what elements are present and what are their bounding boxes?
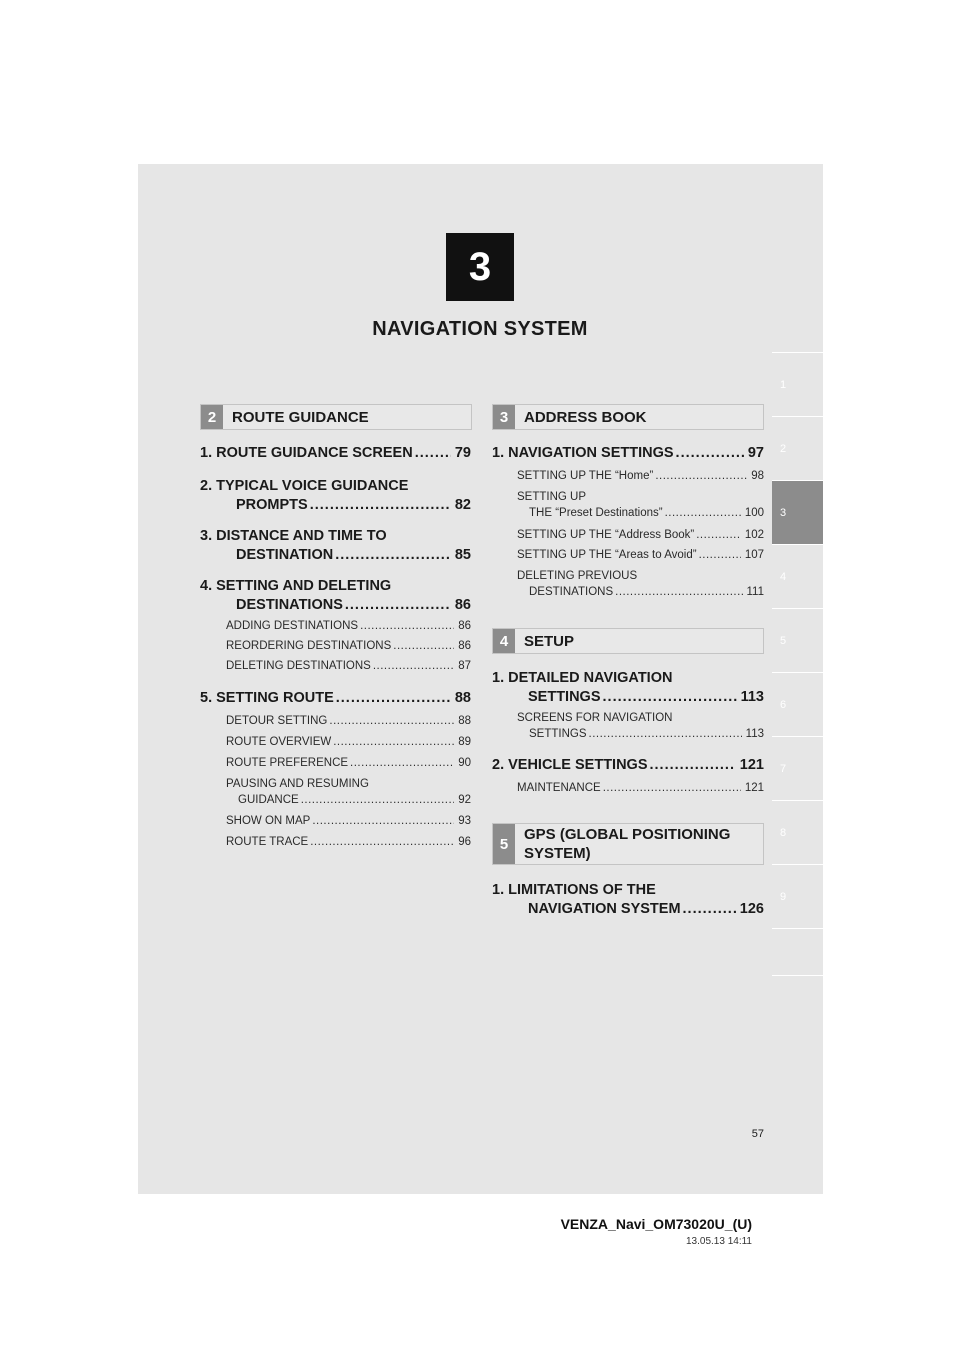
toc-subentry-route-trace[interactable]: ROUTE TRACE ..... 96	[226, 834, 471, 850]
toc-subentry-setting-up-areas-to-avoid[interactable]: SETTING UP THE “Areas to Avoid” ..... 107	[517, 547, 764, 563]
toc-subentry-deleting-destinations[interactable]: DELETING DESTINATIONS ..... 87	[226, 658, 471, 674]
section-title: GPS (GLOBAL POSITIONING SYSTEM)	[524, 826, 731, 862]
tab-chapter-4[interactable]: 4	[772, 544, 823, 608]
toc-entry-distance-and-time[interactable]: 3. DISTANCE AND TIME TO DESTINATION ..... 85	[200, 527, 471, 565]
toc-subentry-pausing-and-resuming[interactable]: PAUSING AND RESUMING GUIDANCE ..... 92	[226, 776, 471, 808]
toc-subentry-detour-setting[interactable]: DETOUR SETTING ..... 88	[226, 713, 471, 729]
chapter-title: NAVIGATION SYSTEM	[372, 318, 588, 340]
toc-entry-setting-route[interactable]: 5. SETTING ROUTE ..... 88	[200, 689, 471, 708]
section-title: ADDRESS BOOK	[524, 408, 647, 426]
toc-subentry-route-overview[interactable]: ROUTE OVERVIEW ..... 89	[226, 734, 471, 750]
chapter-tabs	[772, 352, 823, 976]
toc-entry-vehicle-settings[interactable]: 2. VEHICLE SETTINGS ..... 121	[492, 756, 764, 775]
section-number: 4	[493, 629, 515, 653]
tab-chapter-8[interactable]: 8	[772, 800, 823, 864]
toc-subentry-maintenance[interactable]: MAINTENANCE ..... 121	[517, 780, 764, 796]
toc-subentry-show-on-map[interactable]: SHOW ON MAP ..... 93	[226, 813, 471, 829]
section-number: 5	[493, 824, 515, 864]
toc-subentry-reordering-destinations[interactable]: REORDERING DESTINATIONS ..... 86	[226, 638, 471, 654]
toc-subentry-setting-up-address-book[interactable]: SETTING UP THE “Address Book” ..... 102	[517, 527, 764, 543]
section-header-address-book	[492, 404, 764, 430]
page-number: 57	[751, 1128, 764, 1140]
section-title: SETUP	[524, 632, 575, 650]
section-number: 3	[493, 405, 515, 429]
toc-entry-navigation-settings[interactable]: 1. NAVIGATION SETTINGS ..... 97	[492, 444, 764, 463]
tab-chapter-1[interactable]: 1	[772, 352, 823, 416]
toc-entry-route-guidance-screen[interactable]: 1. ROUTE GUIDANCE SCREEN ..... 79	[200, 444, 471, 463]
toc-subentry-setting-up-home[interactable]: SETTING UP THE “Home” ..... 98	[517, 468, 764, 484]
toc-subentry-route-preference[interactable]: ROUTE PREFERENCE ..... 90	[226, 755, 471, 771]
tab-chapter-6[interactable]: 6	[772, 672, 823, 736]
chapter-number-badge: 3	[446, 233, 514, 301]
toc-entry-detailed-navigation-settings[interactable]: 1. DETAILED NAVIGATION SETTINGS ..... 113	[492, 669, 764, 707]
toc-subentry-adding-destinations[interactable]: ADDING DESTINATIONS ..... 86	[226, 618, 471, 634]
toc-entry-limitations[interactable]: 1. LIMITATIONS OF THE NAVIGATION SYSTEM ..... 126	[492, 881, 764, 919]
toc-entry-typical-voice-guidance[interactable]: 2. TYPICAL VOICE GUIDANCE PROMPTS ..... 82	[200, 477, 471, 515]
toc-subentry-screens-for-navigation[interactable]: SCREENS FOR NAVIGATION SETTINGS ..... 113	[517, 710, 764, 742]
tab-chapter-2[interactable]: 2	[772, 416, 823, 480]
footer-document-code: VENZA_Navi_OM73020U_(U)	[560, 1216, 752, 1232]
section-header-setup	[492, 628, 764, 654]
section-header-route-guidance	[200, 404, 472, 430]
tab-chapter-3[interactable]: 3	[772, 480, 823, 544]
section-number: 2	[201, 405, 223, 429]
toc-subentry-setting-up-preset[interactable]: SETTING UP THE “Preset Destinations” ..... 100	[517, 489, 764, 521]
tab-chapter-5[interactable]: 5	[772, 608, 823, 672]
toc-subentry-deleting-previous[interactable]: DELETING PREVIOUS DESTINATIONS ..... 111	[517, 568, 764, 600]
section-header-gps	[492, 823, 764, 865]
toc-entry-setting-and-deleting[interactable]: 4. SETTING AND DELETING DESTINATIONS ..... 86	[200, 577, 471, 615]
tab-chapter-9[interactable]: 9	[772, 864, 823, 928]
tab-chapter-7[interactable]: 7	[772, 736, 823, 800]
tab-blank	[772, 928, 823, 976]
section-title: ROUTE GUIDANCE	[232, 408, 369, 426]
footer-timestamp: 13.05.13 14:11	[686, 1236, 752, 1247]
